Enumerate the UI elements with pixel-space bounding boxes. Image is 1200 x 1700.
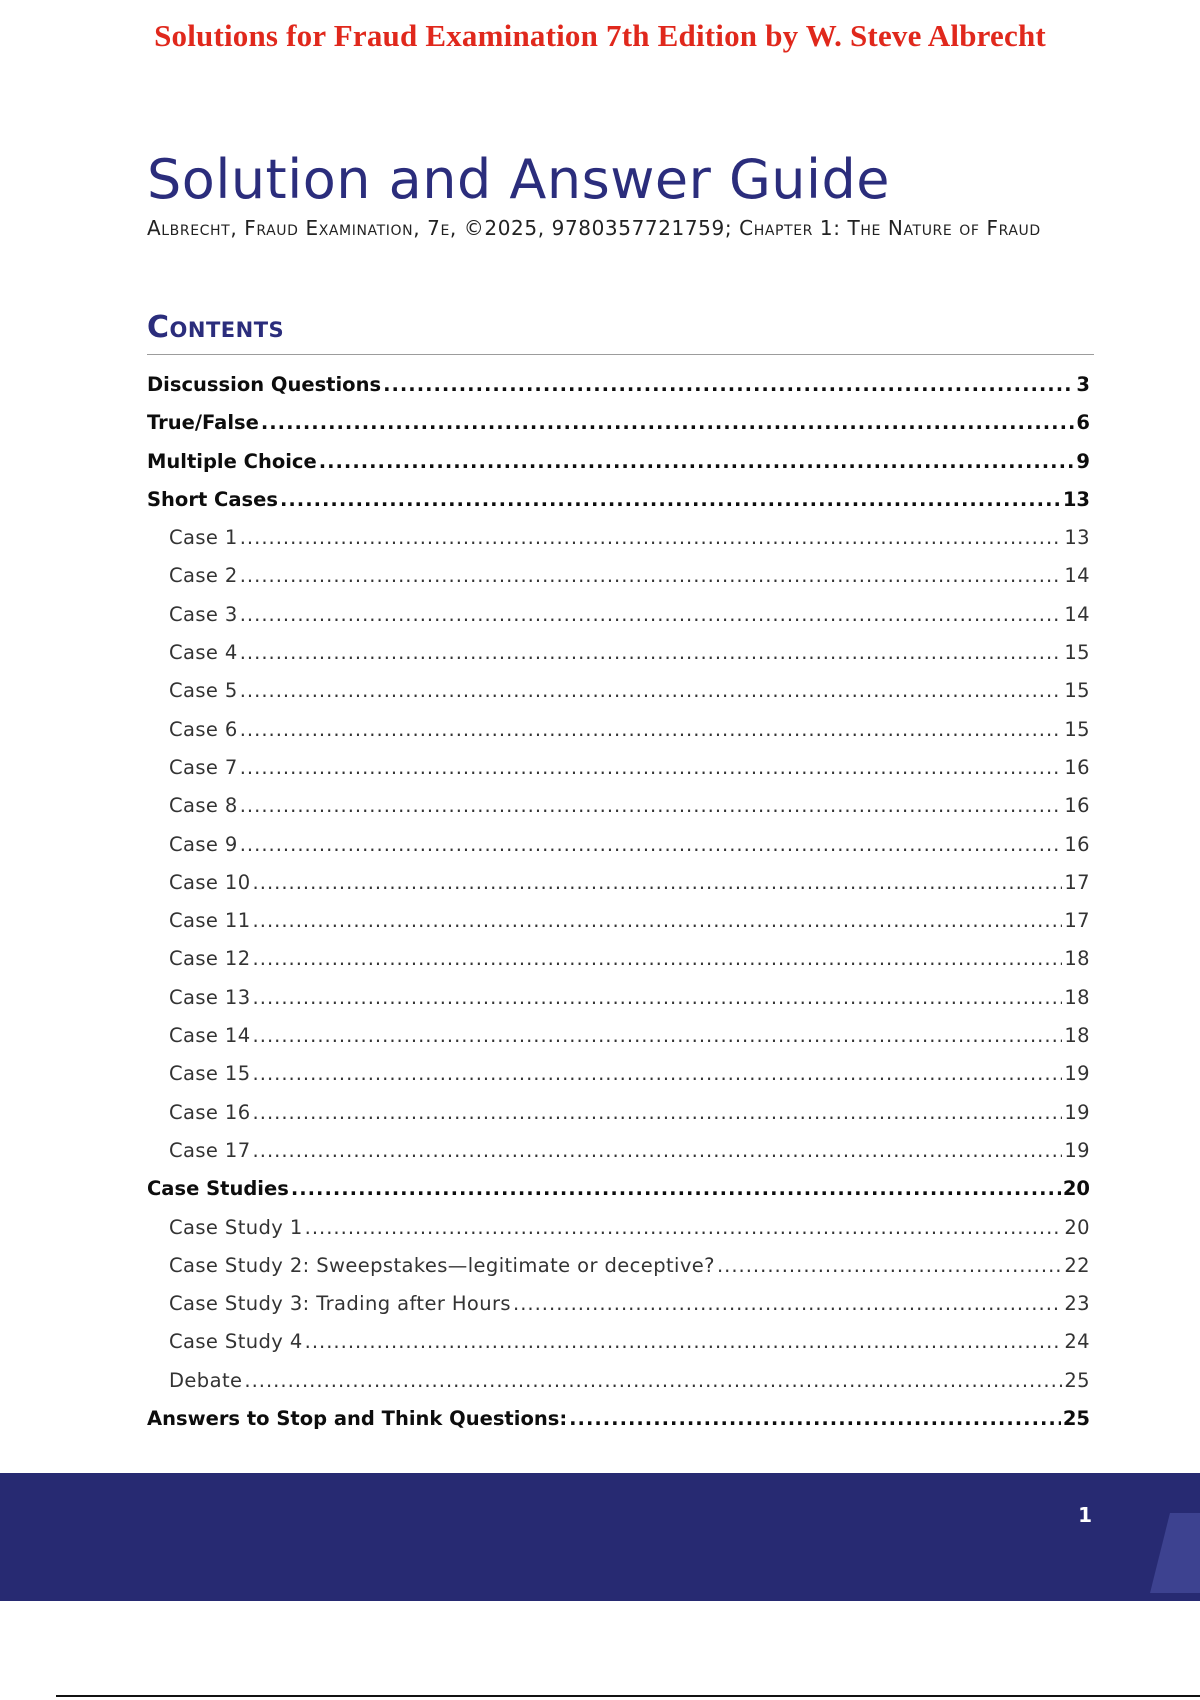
toc-dot-leader — [319, 443, 1075, 481]
toc-entry-page: 25 — [1062, 1407, 1090, 1431]
toc-entry-page: 16 — [1064, 755, 1090, 779]
toc-entry-label: Case 9 — [169, 832, 238, 856]
toc-entry-case-7[interactable] — [147, 749, 1090, 787]
toc-entry-label: Case Study 1 — [169, 1215, 303, 1239]
toc-entry-page: 17 — [1064, 870, 1090, 894]
contents-divider — [147, 354, 1094, 355]
toc-entry-discussion-questions[interactable] — [147, 366, 1090, 404]
toc-entry-case-5[interactable] — [147, 672, 1090, 710]
toc-entry-label: Case 12 — [169, 947, 251, 971]
toc-dot-leader — [253, 864, 1063, 902]
toc-entry-case-study-4[interactable] — [147, 1323, 1090, 1361]
toc-entry-case-17[interactable] — [147, 1132, 1090, 1170]
toc-entry-label: Case 2 — [169, 564, 238, 588]
toc-dot-leader — [240, 826, 1063, 864]
toc-entry-page: 20 — [1062, 1177, 1090, 1201]
toc-entry-page: 19 — [1064, 1062, 1090, 1086]
toc-entry-case-14[interactable] — [147, 1017, 1090, 1055]
toc-entry-page: 9 — [1076, 449, 1090, 473]
toc-entry-label: Case 15 — [169, 1062, 251, 1086]
toc-entry-label: Case 6 — [169, 717, 238, 741]
toc-entry-label: Case 4 — [169, 641, 238, 665]
toc-entry-page: 14 — [1064, 602, 1090, 626]
toc-dot-leader — [240, 711, 1063, 749]
toc-entry-true-false[interactable] — [147, 404, 1090, 442]
page-number: 1 — [1078, 1503, 1092, 1527]
toc-entry-page: 3 — [1076, 373, 1090, 396]
toc-entry-label: True/False — [147, 411, 259, 435]
toc-entry-case-studies[interactable] — [147, 1170, 1090, 1208]
toc-entry-case-10[interactable] — [147, 864, 1090, 902]
toc-entry-label: Answers to Stop and Think Questions: — [147, 1407, 568, 1431]
toc-entry-page: 19 — [1064, 1100, 1090, 1124]
toc-entry-label: Case 5 — [169, 679, 238, 703]
toc-dot-leader — [240, 519, 1063, 557]
toc-entry-page: 17 — [1064, 909, 1090, 933]
page-bottom-rule — [56, 1695, 1200, 1697]
toc-dot-leader — [253, 1055, 1063, 1093]
toc-entry-label: Case 16 — [169, 1100, 251, 1124]
toc-entry-case-15[interactable] — [147, 1055, 1090, 1093]
toc-entry-case-11[interactable] — [147, 902, 1090, 940]
toc-entry-label: Multiple Choice — [147, 449, 317, 473]
toc-entry-case-3[interactable] — [147, 596, 1090, 634]
toc-entry-multiple-choice[interactable] — [147, 443, 1090, 481]
toc-entry-page: 14 — [1064, 564, 1090, 588]
toc-dot-leader — [253, 940, 1063, 978]
toc-dot-leader — [240, 749, 1063, 787]
toc-dot-leader — [569, 1400, 1061, 1438]
toc-entry-label: Case Study 3: Trading after Hours — [169, 1292, 511, 1316]
footer-corner-decoration — [1150, 1513, 1200, 1593]
toc-entry-page: 20 — [1064, 1215, 1090, 1239]
toc-entry-case-16[interactable] — [147, 1094, 1090, 1132]
toc-dot-leader — [253, 1017, 1063, 1055]
document-banner: Solutions for Fraud Examination 7th Edition by W. Steve Albrecht — [154, 18, 1046, 53]
toc-entry-label: Discussion Questions — [147, 373, 382, 396]
toc-entry-label: Case 13 — [169, 985, 251, 1009]
toc-entry-label: Case Study 2: Sweepstakes—legitimate or deceptive? — [169, 1253, 715, 1277]
toc-dot-leader — [253, 902, 1063, 940]
toc-entry-case-study-1[interactable] — [147, 1209, 1090, 1247]
toc-entry-label: Case 1 — [169, 526, 238, 550]
toc-dot-leader — [513, 1285, 1062, 1323]
toc-dot-leader — [244, 1362, 1062, 1400]
toc-entry-case-12[interactable] — [147, 940, 1090, 978]
toc-entry-label: Case 11 — [169, 909, 251, 933]
toc-entry-stop-and-think[interactable] — [147, 1400, 1090, 1438]
toc-entry-label: Debate — [169, 1368, 243, 1392]
toc-dot-leader — [305, 1323, 1063, 1361]
toc-entry-case-8[interactable] — [147, 787, 1090, 825]
document-title: Solution and Answer Guide — [147, 148, 891, 211]
toc-entry-page: 18 — [1064, 1024, 1090, 1048]
toc-entry-page: 16 — [1064, 794, 1090, 818]
toc-dot-leader — [240, 672, 1063, 710]
toc-dot-leader — [261, 404, 1075, 442]
toc-entry-page: 18 — [1064, 947, 1090, 971]
toc-entry-case-study-3[interactable] — [147, 1285, 1090, 1323]
toc-entry-case-1[interactable] — [147, 519, 1090, 557]
toc-entry-short-cases[interactable] — [147, 481, 1090, 519]
toc-dot-leader — [291, 1170, 1061, 1208]
toc-dot-leader — [717, 1247, 1062, 1285]
contents-heading: Contents — [147, 310, 285, 345]
toc-entry-case-6[interactable] — [147, 711, 1090, 749]
toc-entry-label: Case Study 4 — [169, 1330, 303, 1354]
toc-entry-page: 15 — [1064, 641, 1090, 665]
toc-entry-case-study-2[interactable] — [147, 1247, 1090, 1285]
toc-dot-leader — [253, 1094, 1063, 1132]
toc-entry-case-13[interactable] — [147, 979, 1090, 1017]
toc-entry-label: Case Studies — [147, 1177, 289, 1201]
toc-dot-leader — [240, 634, 1063, 672]
toc-entry-page: 15 — [1064, 717, 1090, 741]
toc-entry-case-9[interactable] — [147, 826, 1090, 864]
toc-entry-label: Case 10 — [169, 870, 251, 894]
toc-entry-page: 18 — [1064, 985, 1090, 1009]
toc-dot-leader — [280, 481, 1061, 519]
toc-entry-label: Case 8 — [169, 794, 238, 818]
toc-entry-page: 19 — [1064, 1138, 1090, 1162]
toc-dot-leader — [383, 366, 1074, 404]
toc-entry-label: Case 7 — [169, 755, 238, 779]
toc-entry-debate[interactable] — [147, 1362, 1090, 1400]
toc-entry-page: 6 — [1076, 411, 1090, 435]
toc-dot-leader — [240, 557, 1063, 595]
toc-entry-label: Case 17 — [169, 1138, 251, 1162]
toc-entry-page: 16 — [1064, 832, 1090, 856]
toc-entry-label: Case 3 — [169, 602, 238, 626]
toc-dot-leader — [240, 596, 1063, 634]
toc-dot-leader — [253, 1132, 1063, 1170]
document-subtitle: Albrecht, Fraud Examination, 7e, ©2025, 9780357721759; Chapter 1: The Nature of Fraud — [147, 216, 1041, 240]
toc-entry-label: Case 14 — [169, 1024, 251, 1048]
toc-entry-page: 22 — [1064, 1253, 1090, 1277]
toc-entry-page: 13 — [1064, 526, 1090, 550]
toc-entry-page: 15 — [1064, 679, 1090, 703]
toc-entry-label: Short Cases — [147, 487, 278, 511]
toc-entry-page: 13 — [1062, 487, 1090, 511]
toc-entry-page: 23 — [1064, 1292, 1090, 1316]
page-footer — [0, 1473, 1200, 1601]
toc-entry-page: 25 — [1064, 1368, 1090, 1392]
toc-entry-case-4[interactable] — [147, 634, 1090, 672]
table-of-contents — [147, 366, 1090, 1438]
toc-dot-leader — [305, 1209, 1063, 1247]
toc-entry-case-2[interactable] — [147, 557, 1090, 595]
toc-dot-leader — [240, 787, 1063, 825]
toc-dot-leader — [253, 979, 1063, 1017]
toc-entry-page: 24 — [1064, 1330, 1090, 1354]
